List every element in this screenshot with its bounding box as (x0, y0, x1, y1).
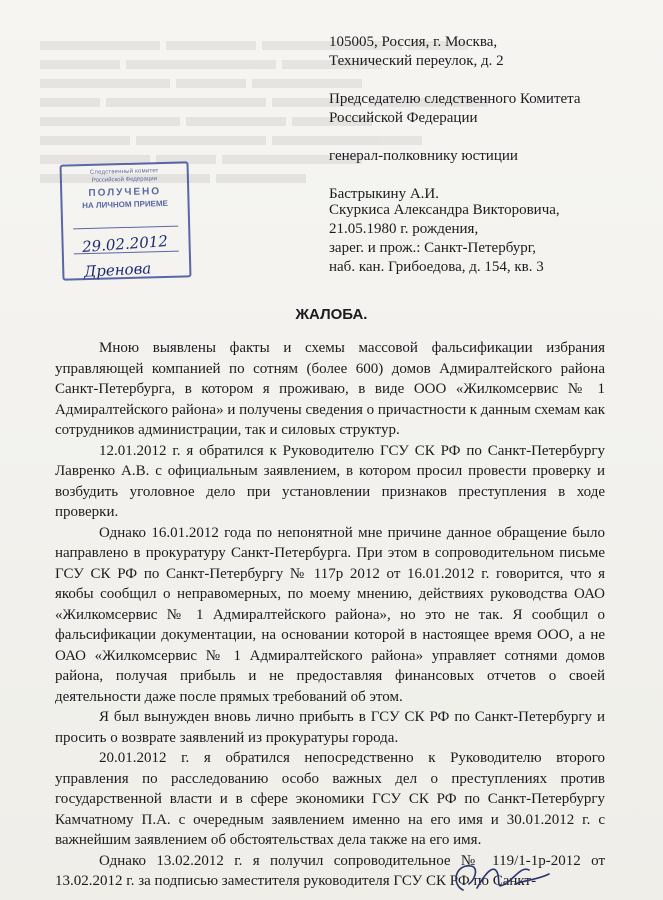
recipient-line-3: генерал-полковнику юстиции (329, 148, 518, 164)
stamp-header-2: Российской Федерации (91, 176, 158, 184)
handwritten-signature (445, 850, 555, 900)
sender-line-2: 21.05.1980 г. рождения, (329, 221, 479, 237)
stamp-date: 29.02.2012 (81, 232, 169, 256)
paragraph-3: Однако 16.01.2012 года по непонятной мне причине данное обращение было направлено в прокуратуру Санкт-Петербурга. При этом в сопроводительном письме ГСУ СК РФ по Санкт-Петербургу № 117р 2012 от 16.01.2012 г. говорится, что я якобы сообщил о неправомерных, по моему мнению, действиях руководства ОАО «Жилкомсервис № 1 Адмиралтейского района», но это не так. Я сообщил о фальсификации документации, на основании которой в настоящее время ООО, а не ОАО «Жилкомсервис № 1 Адмиралтейского района» управляет сотнями домов района, получая прибыль и не предоставляя финансовых отчетов о своей деятельности даже после прямых требований об этом. (55, 524, 605, 705)
stamp-personal: НА ЛИЧНОМ ПРИЕМЕ (82, 198, 169, 211)
address-line-2: Технический переулок, д. 2 (329, 53, 504, 69)
stamp-header-1: Следственный комитет (89, 168, 159, 176)
recipient-block (329, 90, 649, 204)
paragraph-2: 12.01.2012 г. я обратился к Руководителю ГСУ СК РФ по Санкт-Петербургу Лавренко А.В. с официальным заявлением, в котором просил провести проверку и возбудить уголовное дело при установлении признаков преступления в ходе проверки. (55, 442, 605, 520)
paragraph-4: Я был вынужден вновь лично прибыть в ГСУ СК РФ по Санкт-Петербургу и просить о возврате заявлений из прокуратуры города. (55, 709, 605, 746)
paragraph-1: Мною выявлены факты и схемы массовой фальсификации избрания управляющей компанией по сотням (более 600) домов Адмиралтейского района Санкт-Петербурга, в котором я проживаю, в виде ООО «Жилкомсервис № 1 Адмиралтейского района» и получены сведения о причастности к данным схемам как сотрудников администрации, так и силовых структур. (55, 340, 605, 438)
address-line-1: 105005, Россия, г. Москва, (329, 34, 498, 50)
paragraph-6: Однако 13.02.2012 г. я получил сопроводительное № 119/1-1р-2012 от 13.02.2012 г. за подписью заместителя руководителя ГСУ СК РФ по Санкт- (55, 852, 605, 889)
recipient-line-4: Бастрыкину А.И. (329, 186, 440, 202)
stamp-date-line (73, 226, 178, 230)
sender-line-4: наб. кан. Грибоедова, д. 154, кв. 3 (329, 259, 544, 275)
recipient-line-2: Российской Федерации (329, 110, 478, 126)
document-title: ЖАЛОБА. (295, 306, 368, 323)
recipient-line-1: Председателю следственного Комитета (329, 91, 581, 107)
document-body (55, 338, 605, 892)
stamp-signature: Дренова (83, 259, 152, 281)
paragraph-5: 20.01.2012 г. я обратился непосредственно к Руководителю второго управления по расследованию особо важных дел о преступлениях против государственной власти и в сфере экономики ГСУ СК РФ по Санкт-Петербургу Камчатному П.А. с очередным заявлением именно на его имя и 30.01.2012 г. с важнейшим заявлением об обстоятельствах дела также на его имя. (55, 750, 605, 848)
sender-line-1: Скуркиса Александра Викторовича, (329, 202, 560, 218)
destination-address (329, 33, 629, 71)
sender-line-3: зарег. и прож.: Санкт-Петербург, (329, 240, 536, 256)
sender-block (329, 201, 649, 277)
stamp-received: ПОЛУЧЕНО (88, 186, 162, 199)
